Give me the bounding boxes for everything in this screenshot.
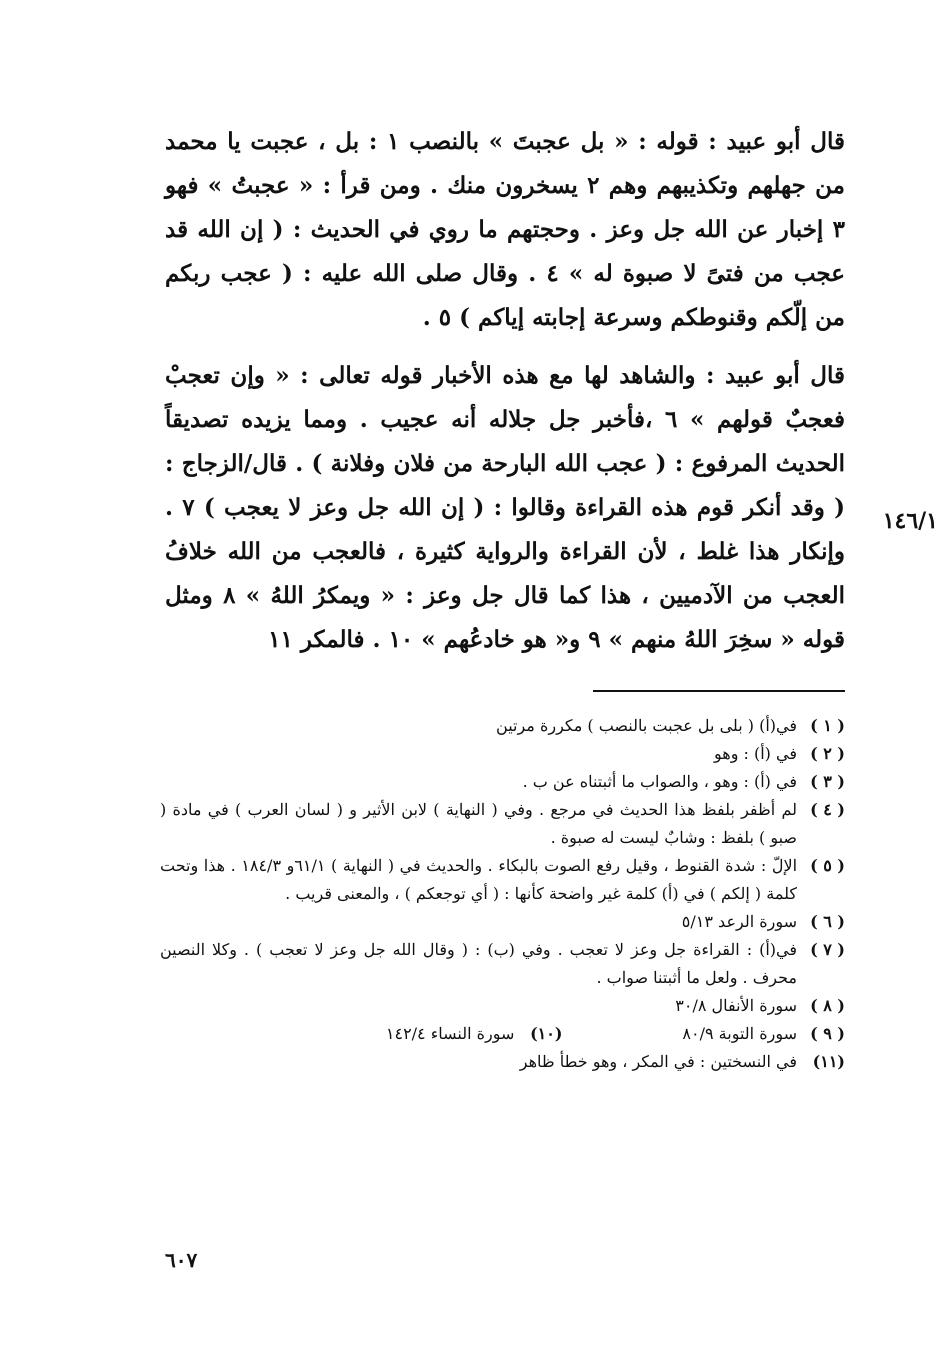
footnote (160, 768, 845, 796)
footnote-text: في(أ) ( بلى بل عجبت بالنصب ) مكررة مرتين (496, 716, 797, 735)
footnote-number: ( ٤ ) (810, 800, 845, 819)
footnote-text: في(أ) : القراءة جل وعز لا تعجب . وفي (ب) : ( وقال الله جل وعز لا تعجب ) . وكلا النصين محرف . ولعل ما أثبتنا صواب . (160, 940, 798, 987)
footnote-text: في النسختين : في المكر ، وهو خطأ ظاهر (519, 1052, 797, 1071)
footnote-number: ( ٧ ) (810, 940, 845, 959)
footnote (386, 1020, 563, 1048)
footnote (160, 852, 845, 908)
footnote (160, 1048, 845, 1076)
footnote-text: سورة التوبة ٨٠/٩ (682, 1024, 797, 1043)
footnote (682, 1020, 845, 1048)
page-number: ٦٠٧ (165, 1248, 198, 1272)
footnote-number: ( ٣ ) (810, 772, 845, 791)
footnote-text: سورة الرعد ٥/١٣ (681, 912, 797, 931)
footnote-pair (160, 1020, 845, 1048)
paragraph-2: قال أبو عبيد : والشاهد لها مع هذه الأخبار قوله تعالى : « وإن تعجبْ فعجبٌ قولهم » ٦ ،فأخبر جل جلاله أنه عجيب . ومما يزيده تصديقاً الحديث المرفوع : ( عجب الله البارحة من فلان وفلانة ) . قال/الزجاج : ( وقد أنكر قوم هذه القراءة وقالوا : ( إن الله جل وعز لا يعجب ) ٧ . وإنكار هذا غلط ، لأن القراءة والرواية كثيرة ، فالعجب من الله خلافُ العجب من الآدميين ، هذا كما قال جل وعز : « ويمكرُ اللهُ » ٨ ومثل قوله « سخِرَ اللهُ منهم » ٩ و« هو خادعُهم » ١٠ . فالمكر ١١ (165, 362, 845, 653)
footnote-text: لم أظفر بلفظ هذا الحديث في مرجع . وفي ( النهاية ) لابن الأثير و ( لسان العرب ) في مادة ( صبو ) بلفظ : وشابٌ ليست له صبوة . (160, 800, 798, 847)
footnote-number: ( ٢ ) (810, 744, 845, 763)
footnote-text: سورة النساء ١٤٢/٤ (385, 1024, 515, 1043)
footnote-text: الإلّ : شدة القنوط ، وقيل رفع الصوت بالبكاء . والحديث في ( النهاية ) ٦١/١و ١٨٤/٣ . هذا وتحت كلمة ( إلكم ) في (أ) كلمة غير واضحة كأنها : ( أي توجعكم ) ، والمعنى قريب . (160, 856, 798, 903)
footnote-number: ( ٨ ) (810, 996, 845, 1015)
footnote-number: ( ١ ) (810, 716, 845, 735)
footnote-number: ( ٩ ) (810, 1024, 845, 1043)
footnote-number: ( ٦ ) (810, 912, 845, 931)
footnote (160, 992, 845, 1020)
margin-reference: ١٤٦/١ (882, 508, 938, 534)
footnote (160, 740, 845, 768)
footnotes (160, 712, 845, 1076)
footnote (160, 908, 845, 936)
footnote-separator (593, 690, 845, 692)
main-text (165, 120, 845, 676)
footnote (160, 936, 845, 992)
footnote-text: في (أ) : وهو (714, 744, 797, 763)
footnote-text: في (أ) : وهو ، والصواب ما أثبتناه عن ب . (522, 772, 797, 791)
footnote (160, 712, 845, 740)
footnote (160, 796, 845, 852)
footnote-number: (١١) (812, 1052, 845, 1071)
footnote-number: (١٠) (530, 1024, 563, 1043)
footnote-text: سورة الأنفال ٣٠/٨ (675, 996, 797, 1015)
footnote-number: ( ٥ ) (810, 856, 845, 875)
paragraph-1: قال أبو عبيد : قوله : « بل عجبتَ » بالنصب ١ : بل ، عجبت يا محمد من جهلهم وتكذيبهم وهم ٢ يسخرون منك . ومن قرأ : « عجبتُ » فهو ٣ إخبار عن الله جل وعز . وحجتهم ما روي في الحديث : ( إن الله قد عجب من فتىً لا صبوة له » ٤ . وقال صلى الله عليه : ( عجب ربكم من إلّكم وقنوطكم وسرعة إجابته إياكم ) ٥ . (165, 128, 845, 331)
